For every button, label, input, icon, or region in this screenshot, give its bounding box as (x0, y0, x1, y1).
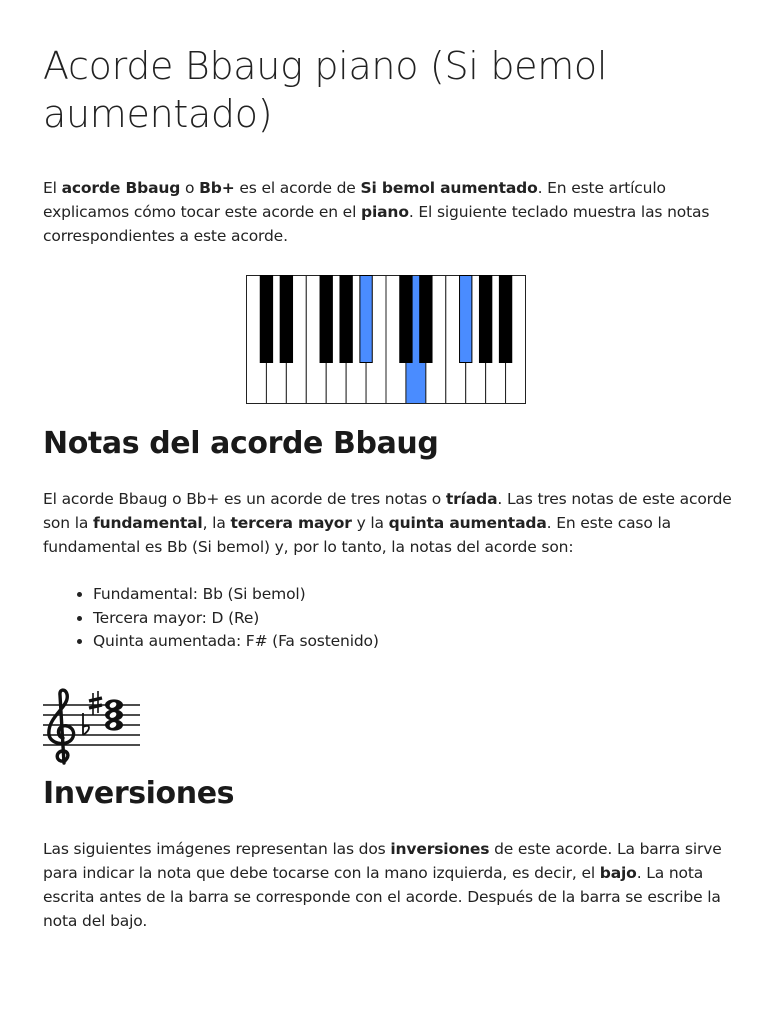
inversiones-paragraph: Las siguientes imágenes representan las dos inversiones de este acorde. La barra sirve para indicar la nota que debe tocarse con la mano izquierda, es decir, el bajo. La nota escrita antes de la barra se corresponde con el acorde. Después de la barra se escribe la nota del bajo. (43, 840, 722, 930)
piano-black-key (460, 276, 472, 363)
page-title: Acorde Bbaug piano (Si bemol aumentado) (43, 44, 608, 136)
piano-black-key (479, 276, 491, 363)
sharp-icon (89, 691, 102, 715)
piano-black-key (499, 276, 511, 363)
chord-staff-notation (43, 683, 143, 771)
inversiones-heading: Inversiones (43, 776, 235, 811)
list-item-quinta: • Quinta aumentada: F# (Fa sostenido) (93, 630, 379, 654)
piano-black-key (260, 276, 272, 363)
notas-heading: Notas del acorde Bbaug (43, 426, 439, 461)
piano-black-key (400, 276, 412, 363)
piano-black-key (420, 276, 432, 363)
notas-paragraph: El acorde Bbaug o Bb+ es un acorde de tres notas o tríada. Las tres notas de este acorde son la fundamental, la tercera mayor y la quinta aumentada. En este caso la fundamental es Bb (Si bemol) y, por lo tanto, la notas del acorde son: (43, 490, 732, 556)
piano-black-key (360, 276, 372, 363)
treble-clef-icon (49, 690, 74, 763)
piano-black-key (320, 276, 332, 363)
flat-icon (83, 713, 89, 735)
intro-paragraph: El acorde Bbaug o Bb+ es el acorde de Si bemol aumentado. En este artículo explicamos cómo tocar este acorde en el piano. El siguiente teclado muestra las notas correspondientes a este acorde. (43, 179, 710, 245)
piano-black-key (340, 276, 352, 363)
list-item-fundamental: • Fundamental: Bb (Si bemol) (93, 583, 379, 607)
piano-keyboard-diagram (246, 275, 526, 404)
piano-black-key (280, 276, 292, 363)
chord-notes-list (43, 583, 379, 654)
list-item-tercera: • Tercera mayor: D (Re) (93, 607, 379, 631)
